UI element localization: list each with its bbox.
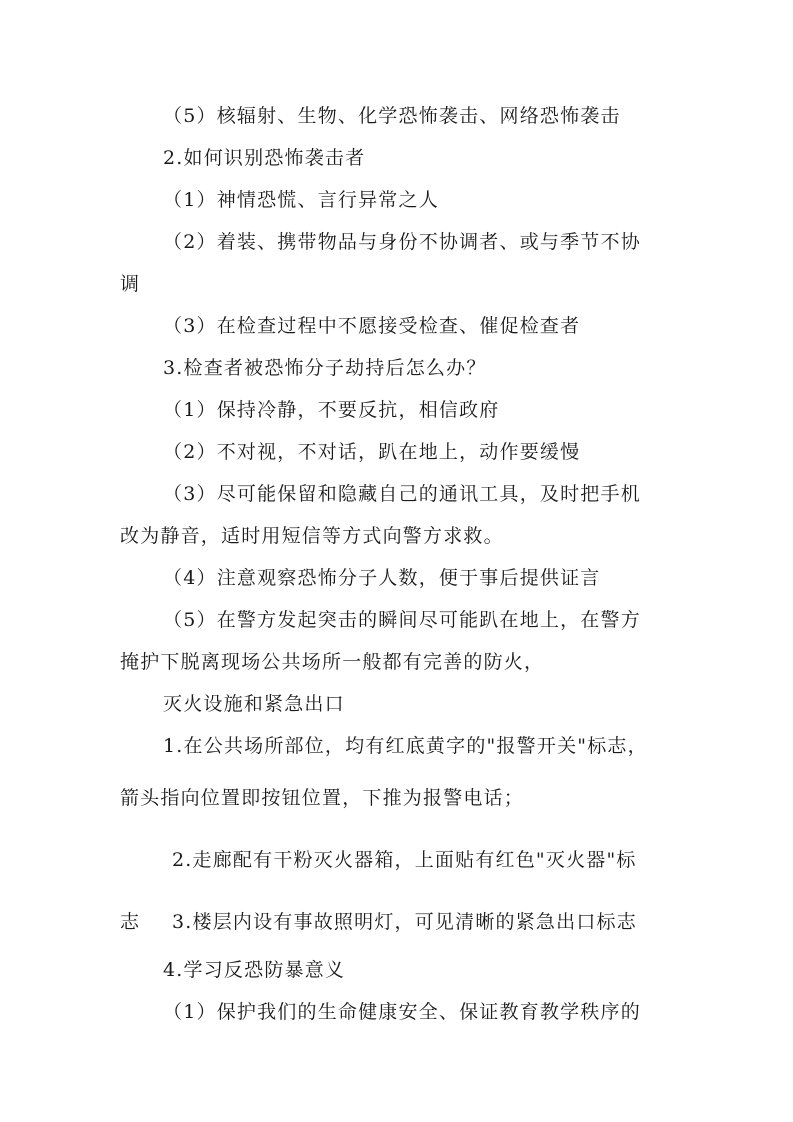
text-line: 改为静音，适时用短信等方式向警方求救。 xyxy=(120,525,504,547)
text-line: （4）注意观察恐怖分子人数，便于事后提供证言 xyxy=(163,567,601,589)
section-heading: 3.检查者被恐怖分子劫持后怎么办？ xyxy=(163,357,487,379)
section-heading: 4.学习反恐防暴意义 xyxy=(163,959,346,981)
text-line: （1）保持冷静，不要反抗，相信政府 xyxy=(163,399,500,421)
text-line: （3）在检查过程中不愿接受检查、催促检查者 xyxy=(163,315,581,337)
text-line: 2.走廊配有干粉灭火器箱，上面贴有红色"灭火器"标 xyxy=(172,849,637,871)
text-line: （2）不对视，不对话，趴在地上，动作要缓慢 xyxy=(163,441,581,463)
text-line: 3.楼层内设有事故照明灯，可见清晰的紧急出口标志 xyxy=(172,911,637,933)
text-line: 掩护下脱离现场公共场所一般都有完善的防火， xyxy=(120,651,545,673)
section-heading: 2.如何识别恐怖袭击者 xyxy=(163,147,366,169)
text-line: （1）保护我们的生命健康安全、保证教育教学秩序的 xyxy=(163,1001,641,1023)
text-line: 志 xyxy=(120,911,141,933)
text-line: 1.在公共场所部位，均有红底黄字的"报警开关"标志， xyxy=(163,735,648,757)
text-line: 灭火设施和紧急出口 xyxy=(163,693,345,715)
text-line: （1）神情恐慌、言行异常之人 xyxy=(163,189,439,211)
text-line: （3）尽可能保留和隐藏自己的通讯工具，及时把手机 xyxy=(163,483,641,505)
text-line: （5）核辐射、生物、化学恐怖袭击、网络恐怖袭击 xyxy=(163,105,621,127)
text-line: （5）在警方发起突击的瞬间尽可能趴在地上，在警方 xyxy=(163,609,641,631)
text-line: 箭头指向位置即按钮位置，下推为报警电话； xyxy=(120,787,525,809)
text-line: （2）着装、携带物品与身份不协调者、或与季节不协 xyxy=(163,231,641,253)
text-line: 调 xyxy=(120,273,141,295)
